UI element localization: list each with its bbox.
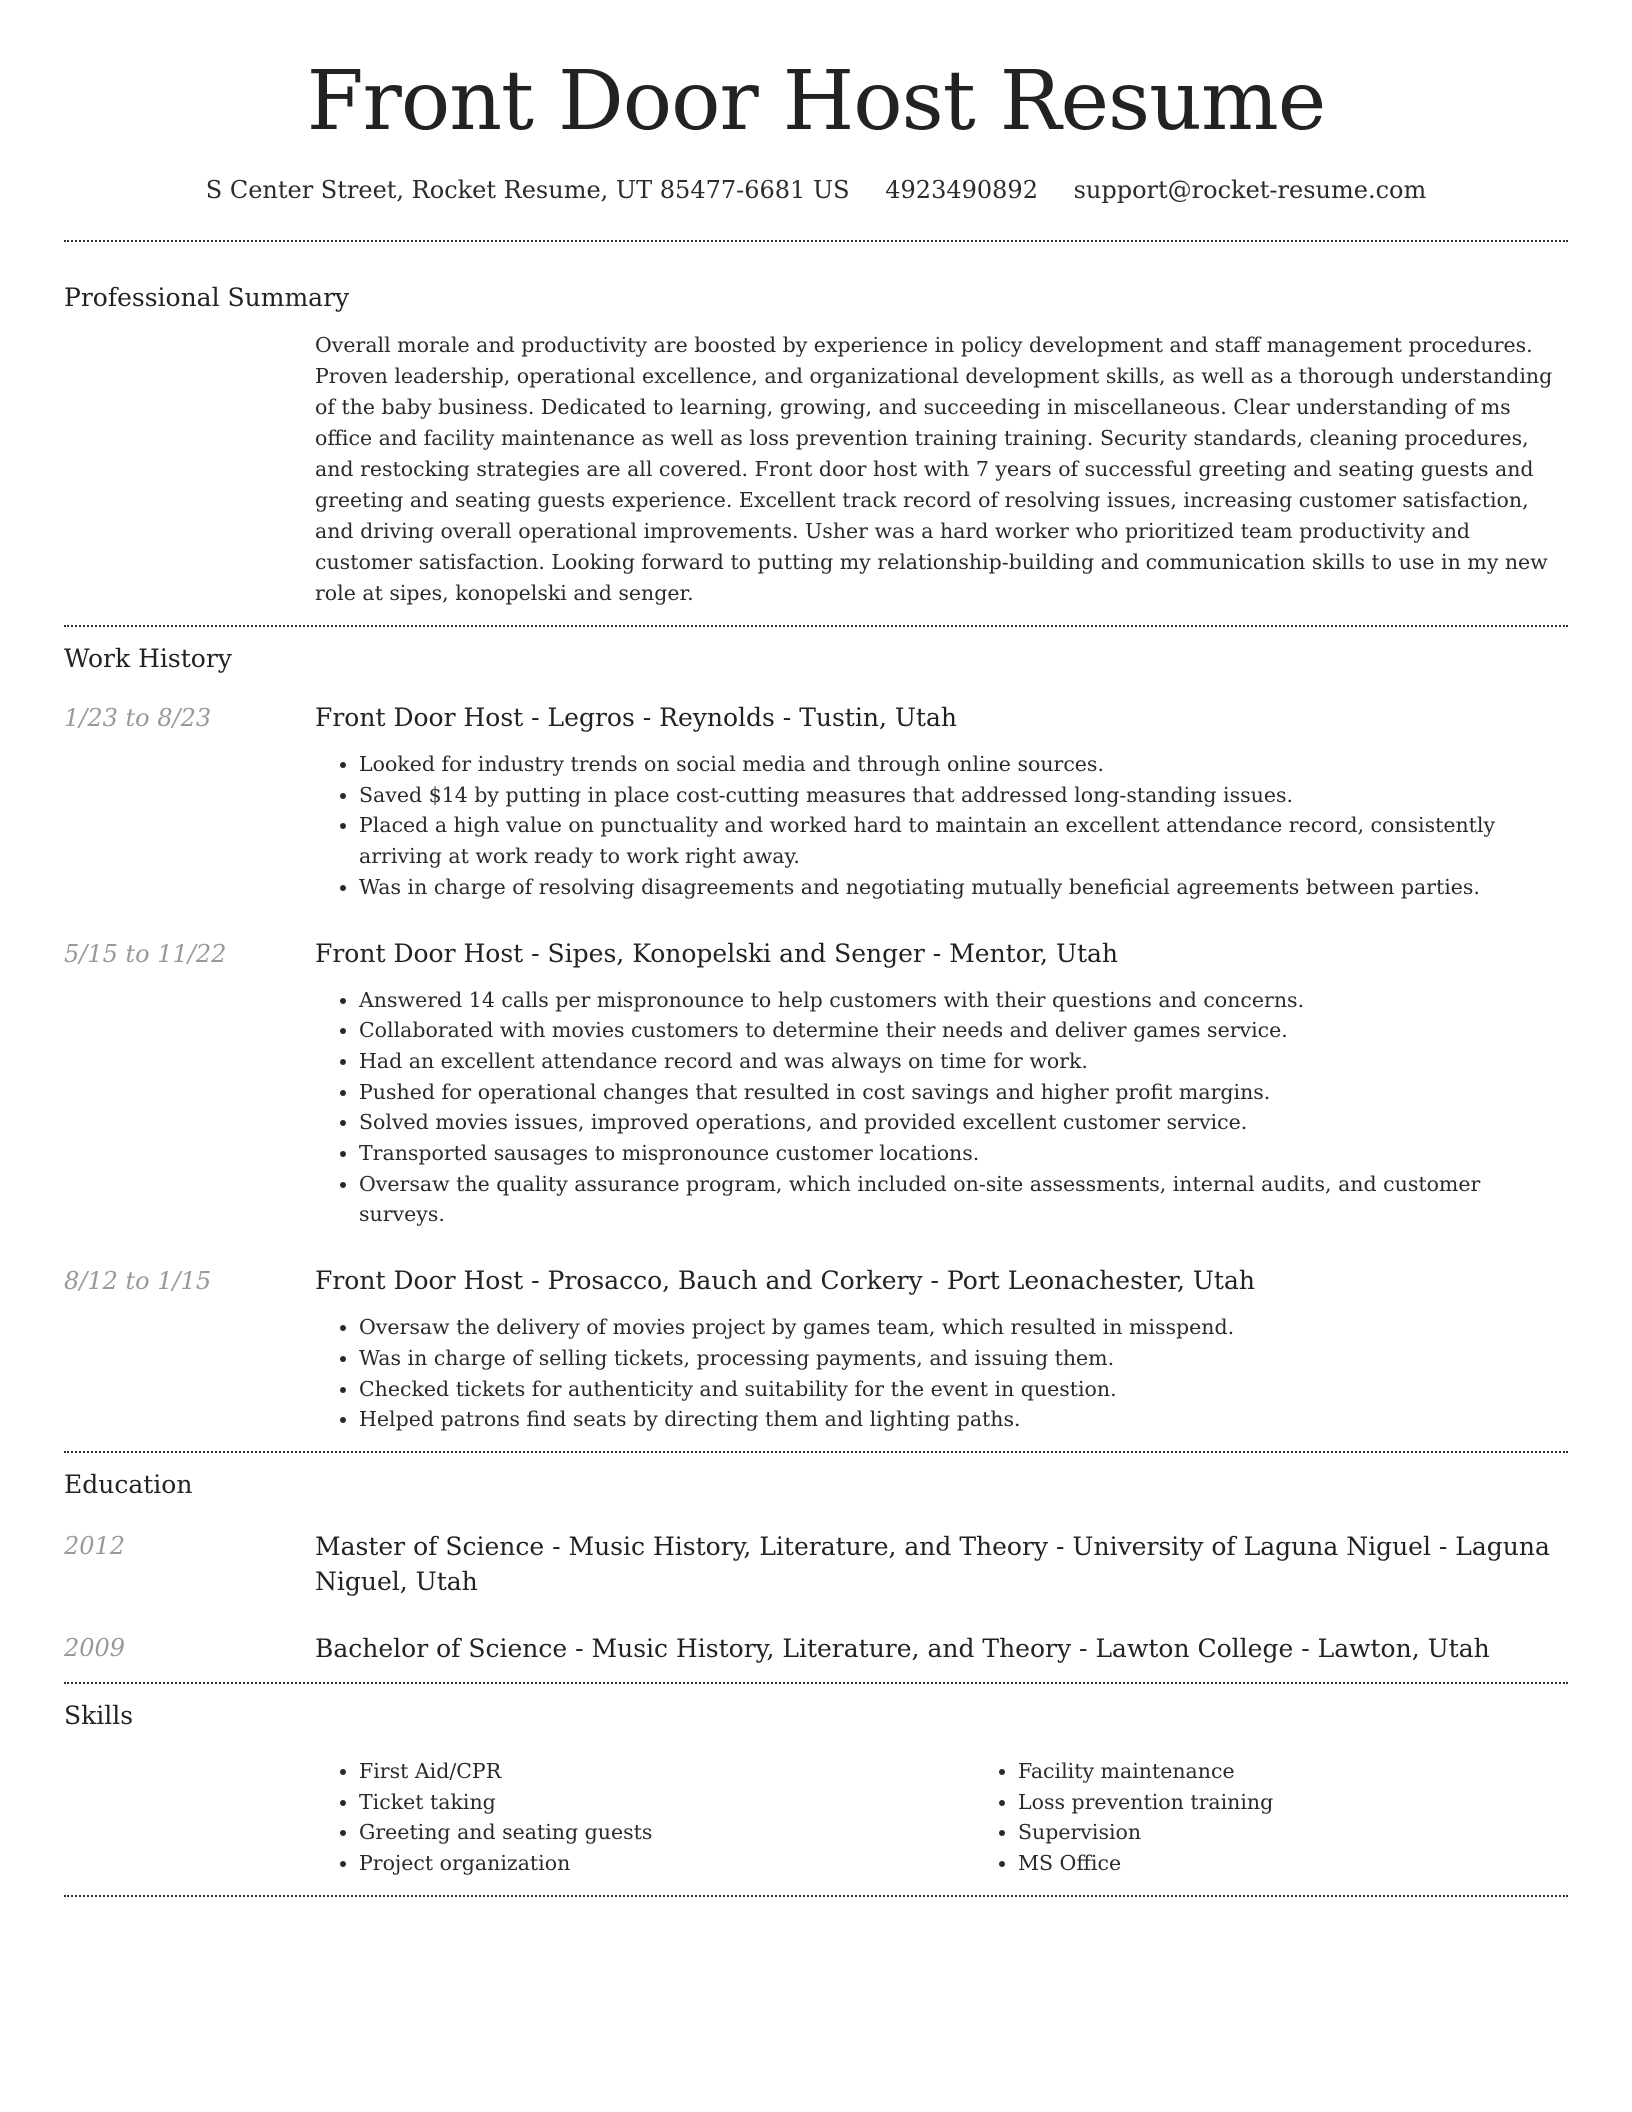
job-bullet: • Answered 14 calls per mispronounce to help customers with their questions and concerns. — [359, 985, 1568, 1016]
education-title: Master of Science - Music History, Literature, and Theory - University of Laguna Niguel - Laguna Niguel, Utah — [315, 1531, 1550, 1596]
work-history-heading: Work History — [64, 644, 232, 673]
job-bullet: • Placed a high value on punctuality and worked hard to maintain an excellent attendance record, consistently arriving at work ready to work right away. — [359, 810, 1568, 871]
job-bullet: • Saved $14 by putting in place cost-cutting measures that addressed long-standing issues. — [359, 780, 1568, 811]
work-history-section — [64, 643, 1568, 1435]
skill-item: • MS Office — [1018, 1848, 1273, 1879]
job-entry — [64, 937, 1568, 1231]
job-title: Front Door Host - Prosacco, Bauch and Corkery - Port Leonachester, Utah — [315, 1266, 1255, 1296]
section-divider — [64, 1682, 1568, 1684]
section-divider — [64, 1895, 1568, 1897]
summary-heading: Professional Summary — [64, 283, 350, 312]
job-bullet: • Collaborated with movies customers to determine their needs and deliver games service. — [359, 1015, 1568, 1046]
contact-line — [64, 174, 1568, 206]
job-bullet: • Oversaw the quality assurance program, which included on-site assessments, internal audits, and customer surveys. — [359, 1169, 1568, 1230]
job-bullet: • Was in charge of selling tickets, processing payments, and issuing them. — [359, 1343, 1568, 1374]
education-title: Bachelor of Science - Music History, Literature, and Theory - Lawton College - Lawton, Utah — [315, 1633, 1490, 1663]
skills-list-right — [974, 1756, 1273, 1879]
job-bullet: • Had an excellent attendance record and was always on time for work. — [359, 1046, 1568, 1077]
job-bullet: • Helped patrons find seats by directing them and lighting paths. — [359, 1404, 1568, 1435]
job-dates: 5/15 to 11/22 — [64, 939, 227, 968]
contact-address: S Center Street, Rocket Resume, UT 85477-6681 US — [205, 176, 850, 204]
skills-section — [64, 1700, 1568, 1879]
summary-text: Overall morale and productivity are boosted by experience in policy development and staff management procedures. Proven leadership, operational excellence, and organizational development skills, as well as a thorough understanding of the baby business. Dedicated to learning, growing, and succeeding in miscellaneous. Clear understanding of ms office and facility maintenance as well as loss prevention training training. Security standards, cleaning procedures, and restocking strategies are all covered. Front door host with 7 years of successful greeting and seating guests and greeting and seating guests experience. Excellent track record of resolving issues, increasing customer satisfaction, and driving overall operational improvements. Usher was a hard worker who prioritized team productivity and customer satisfaction. Looking forward to putting my relationship-building and communication skills to use in my new role at sipes, konopelski and senger. — [315, 333, 1553, 605]
skill-item: • Facility maintenance — [1018, 1756, 1273, 1787]
job-body — [315, 1264, 1568, 1435]
education-year: 2009 — [64, 1633, 126, 1662]
job-dates: 1/23 to 8/23 — [64, 704, 212, 732]
education-entry — [64, 1631, 1568, 1666]
education-body — [315, 1529, 1568, 1599]
skill-item: • First Aid/CPR — [359, 1756, 974, 1787]
job-bullet: • Solved movies issues, improved operations, and provided excellent customer service. — [359, 1107, 1568, 1138]
education-year: 2012 — [64, 1531, 126, 1560]
job-bullets — [315, 749, 1568, 903]
job-body — [315, 937, 1568, 1231]
job-dates: 8/12 to 1/15 — [64, 1267, 212, 1296]
job-entry — [64, 1264, 1568, 1435]
skill-item: • Ticket taking — [359, 1787, 974, 1818]
education-body — [315, 1631, 1568, 1666]
job-bullet: • Oversaw the delivery of movies project by games team, which resulted in misspend. — [359, 1312, 1568, 1343]
education-section — [64, 1469, 1568, 1666]
skill-item: • Project organization — [359, 1848, 974, 1879]
education-entry — [64, 1529, 1568, 1599]
skill-item: • Loss prevention training — [1018, 1787, 1273, 1818]
job-title: Front Door Host - Sipes, Konopelski and Senger - Mentor, Utah — [315, 938, 1119, 968]
job-bullet: • Pushed for operational changes that resulted in cost savings and higher profit margins. — [359, 1077, 1568, 1108]
job-bullet: • Checked tickets for authenticity and suitability for the event in question. — [359, 1374, 1568, 1405]
contact-email: support@rocket-resume.com — [1073, 176, 1427, 204]
skill-item: • Greeting and seating guests — [359, 1817, 974, 1848]
skills-list-left — [315, 1756, 974, 1879]
skill-item: • Supervision — [1018, 1817, 1273, 1848]
section-divider — [64, 240, 1568, 242]
skills-heading: Skills — [64, 1700, 134, 1730]
section-divider — [64, 625, 1568, 627]
job-body — [315, 701, 1568, 903]
job-bullets — [315, 1312, 1568, 1435]
section-divider — [64, 1451, 1568, 1453]
job-bullet: • Looked for industry trends on social media and through online sources. — [359, 749, 1568, 780]
job-title: Front Door Host - Legros - Reynolds - Tustin, Utah — [315, 703, 957, 732]
skills-columns — [315, 1756, 1568, 1879]
contact-phone: 4923490892 — [885, 176, 1038, 204]
job-bullet: • Transported sausages to mispronounce customer locations. — [359, 1138, 1568, 1169]
summary-section — [64, 282, 1568, 609]
job-entry — [64, 701, 1568, 903]
education-heading: Education — [64, 1469, 193, 1499]
job-bullet: • Was in charge of resolving disagreements and negotiating mutually beneficial agreements between parties. — [359, 872, 1568, 903]
resume-title: Front Door Host Resume — [306, 54, 1326, 149]
job-bullets — [315, 985, 1568, 1231]
